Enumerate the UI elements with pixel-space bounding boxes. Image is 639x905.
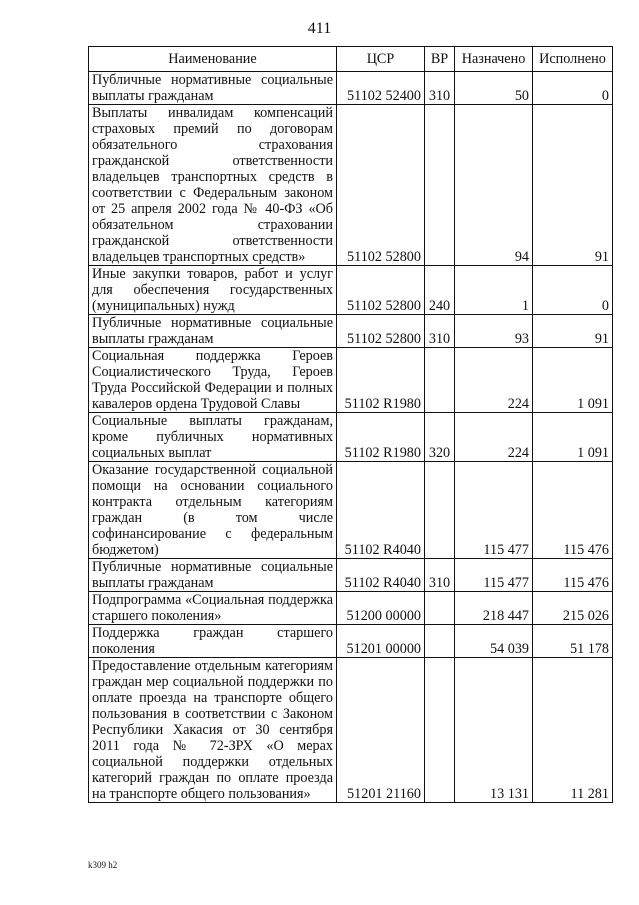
cell-csr: 51102 52400 — [337, 72, 425, 105]
cell-assigned: 218 447 — [455, 592, 533, 625]
cell-assigned: 94 — [455, 105, 533, 266]
cell-csr: 51102 R4040 — [337, 559, 425, 592]
cell-vr — [425, 462, 455, 559]
cell-csr: 51102 52800 — [337, 105, 425, 266]
table-row — [89, 105, 613, 266]
cell-executed: 51 178 — [533, 625, 613, 658]
cell-name: Социальная поддержка Героев Социалистического Труда, Героев Труда Российской Федерации и полных кавалеров ордена Трудовой Славы — [89, 348, 337, 413]
cell-vr: 310 — [425, 72, 455, 105]
cell-name: Иные закупки товаров, работ и услуг для обеспечения государственных (муниципальных) нужд — [89, 266, 337, 315]
cell-assigned: 54 039 — [455, 625, 533, 658]
header-executed: Исполнено — [533, 47, 613, 72]
cell-vr — [425, 625, 455, 658]
table-row — [89, 266, 613, 315]
table-row — [89, 592, 613, 625]
cell-assigned: 224 — [455, 348, 533, 413]
budget-table — [88, 46, 613, 803]
cell-vr — [425, 348, 455, 413]
cell-name: Оказание государственной социальной помощи на основании социального контракта отдельным категориям граждан (в том числе софинансирование с федеральным бюджетом) — [89, 462, 337, 559]
cell-name: Предоставление отдельным категориям граждан мер социальной поддержки по оплате проезда на транспорте общего пользования в соответствии с Законом Республики Хакасия от 30 сентября 2011 года № 72-ЗРХ «О мерах социальной поддержки отдельных категорий граждан по оплате проезда на транспорте общего пользования» — [89, 658, 337, 803]
cell-assigned: 115 477 — [455, 559, 533, 592]
cell-executed: 91 — [533, 105, 613, 266]
cell-assigned: 93 — [455, 315, 533, 348]
table-row — [89, 625, 613, 658]
cell-name: Социальные выплаты гражданам, кроме публичных нормативных социальных выплат — [89, 413, 337, 462]
cell-executed: 1 091 — [533, 348, 613, 413]
cell-csr: 51102 52800 — [337, 315, 425, 348]
header-vr: ВР — [425, 47, 455, 72]
cell-csr: 51102 52800 — [337, 266, 425, 315]
cell-executed: 115 476 — [533, 559, 613, 592]
cell-vr — [425, 105, 455, 266]
cell-executed: 11 281 — [533, 658, 613, 803]
cell-assigned: 50 — [455, 72, 533, 105]
header-assigned: Назначено — [455, 47, 533, 72]
cell-csr: 51102 R4040 — [337, 462, 425, 559]
cell-csr: 51102 R1980 — [337, 348, 425, 413]
cell-name: Публичные нормативные социальные выплаты гражданам — [89, 315, 337, 348]
header-name: Наименование — [89, 47, 337, 72]
table-row — [89, 559, 613, 592]
page-number: 411 — [307, 20, 332, 37]
table-row — [89, 658, 613, 803]
cell-assigned: 13 131 — [455, 658, 533, 803]
cell-csr: 51201 21160 — [337, 658, 425, 803]
cell-executed: 91 — [533, 315, 613, 348]
cell-name: Публичные нормативные социальные выплаты гражданам — [89, 559, 337, 592]
cell-assigned: 115 477 — [455, 462, 533, 559]
cell-vr: 240 — [425, 266, 455, 315]
header-csr: ЦСР — [337, 47, 425, 72]
cell-name: Подпрограмма «Социальная поддержка старшего поколения» — [89, 592, 337, 625]
cell-name: Поддержка граждан старшего поколения — [89, 625, 337, 658]
cell-executed: 0 — [533, 266, 613, 315]
cell-executed: 1 091 — [533, 413, 613, 462]
cell-executed: 215 026 — [533, 592, 613, 625]
cell-executed: 0 — [533, 72, 613, 105]
cell-name: Публичные нормативные социальные выплаты гражданам — [89, 72, 337, 105]
table-header-row — [89, 47, 613, 72]
table-row — [89, 462, 613, 559]
cell-csr: 51200 00000 — [337, 592, 425, 625]
cell-csr: 51102 R1980 — [337, 413, 425, 462]
table-row — [89, 413, 613, 462]
table-row — [89, 72, 613, 105]
footer-code: k309 h2 — [88, 860, 118, 870]
cell-assigned: 224 — [455, 413, 533, 462]
table-row — [89, 315, 613, 348]
cell-vr: 310 — [425, 315, 455, 348]
cell-vr: 320 — [425, 413, 455, 462]
cell-assigned: 1 — [455, 266, 533, 315]
cell-csr: 51201 00000 — [337, 625, 425, 658]
cell-vr: 310 — [425, 559, 455, 592]
cell-name: Выплаты инвалидам компенсаций страховых премий по договорам обязательного страхования гражданской ответственности владельцев транспортных средств в соответствии с Федеральным законом от 25 апреля 2002 года № 40-ФЗ «Об обязательном страховании гражданской ответственности владельцев транспортных средств» — [89, 105, 337, 266]
table-row — [89, 348, 613, 413]
cell-vr — [425, 658, 455, 803]
cell-vr — [425, 592, 455, 625]
cell-executed: 115 476 — [533, 462, 613, 559]
